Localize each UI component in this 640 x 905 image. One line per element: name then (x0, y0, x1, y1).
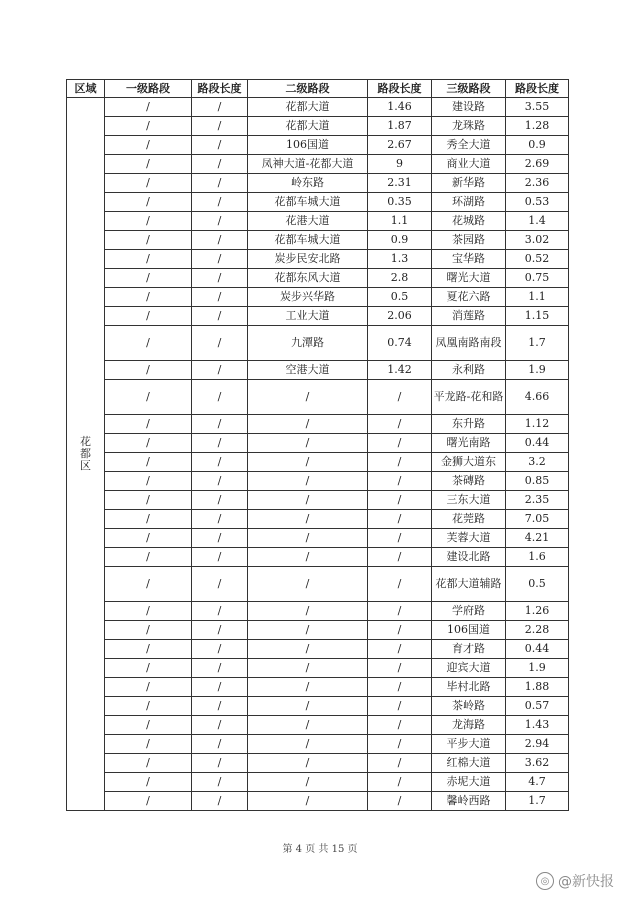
level3-length-cell: 3.55 (506, 98, 569, 117)
table-row (67, 773, 569, 792)
table-row (67, 212, 569, 231)
level2-road-cell: 花都车城大道 (248, 231, 368, 250)
level2-length-cell: / (368, 548, 432, 567)
level3-length-cell: 0.53 (506, 193, 569, 212)
table-row (67, 640, 569, 659)
table-row (67, 792, 569, 811)
level2-length-cell: 9 (368, 155, 432, 174)
level2-road-cell: 凤神大道-花都大道 (248, 155, 368, 174)
level3-road-cell: 平步大道 (432, 735, 506, 754)
level1-road-cell: / (105, 307, 192, 326)
level3-length-cell: 3.02 (506, 231, 569, 250)
table-row (67, 754, 569, 773)
level2-road-cell: 炭步民安北路 (248, 250, 368, 269)
watermark (536, 871, 614, 891)
level3-road-cell: 花都大道辅路 (432, 567, 506, 602)
level1-length-cell: / (192, 380, 248, 415)
table-row (67, 678, 569, 697)
level2-length-cell: / (368, 567, 432, 602)
table-row (67, 136, 569, 155)
level3-length-cell: 0.57 (506, 697, 569, 716)
level1-length-cell: / (192, 174, 248, 193)
table-row (67, 174, 569, 193)
table-row (67, 548, 569, 567)
level3-length-cell: 1.9 (506, 361, 569, 380)
level2-length-cell: 2.8 (368, 269, 432, 288)
level3-length-cell: 2.35 (506, 491, 569, 510)
header-level2: 二级路段 (248, 80, 368, 98)
level3-length-cell: 1.7 (506, 792, 569, 811)
level1-road-cell: / (105, 231, 192, 250)
level1-length-cell: / (192, 697, 248, 716)
level3-length-cell: 4.7 (506, 773, 569, 792)
level1-road-cell: / (105, 250, 192, 269)
level2-length-cell: 0.9 (368, 231, 432, 250)
level2-length-cell: 0.35 (368, 193, 432, 212)
level1-length-cell: / (192, 510, 248, 529)
level2-road-cell: / (248, 792, 368, 811)
level3-length-cell: 1.7 (506, 326, 569, 361)
level1-road-cell: / (105, 678, 192, 697)
level3-road-cell: 毕村北路 (432, 678, 506, 697)
level2-road-cell: 工业大道 (248, 307, 368, 326)
level3-length-cell: 1.4 (506, 212, 569, 231)
level1-length-cell: / (192, 491, 248, 510)
level1-length-cell: / (192, 212, 248, 231)
level2-length-cell: 1.3 (368, 250, 432, 269)
level2-road-cell: / (248, 434, 368, 453)
level2-road-cell: / (248, 773, 368, 792)
level3-road-cell: 永利路 (432, 361, 506, 380)
level3-length-cell: 3.62 (506, 754, 569, 773)
level3-length-cell: 2.28 (506, 621, 569, 640)
table-row (67, 529, 569, 548)
level1-length-cell: / (192, 678, 248, 697)
table-row (67, 472, 569, 491)
table-row (67, 567, 569, 602)
level2-road-cell: / (248, 529, 368, 548)
level2-road-cell: 花都车城大道 (248, 193, 368, 212)
level3-road-cell: 红棉大道 (432, 754, 506, 773)
level3-road-cell: 茶岭路 (432, 697, 506, 716)
level2-length-cell: / (368, 716, 432, 735)
table-body (67, 98, 569, 811)
level1-road-cell: / (105, 361, 192, 380)
level3-road-cell: 夏花六路 (432, 288, 506, 307)
level3-road-cell: 迎宾大道 (432, 659, 506, 678)
level3-length-cell: 1.12 (506, 415, 569, 434)
road-table (66, 79, 569, 811)
level3-length-cell: 1.6 (506, 548, 569, 567)
level3-road-cell: 金狮大道东 (432, 453, 506, 472)
level2-road-cell: / (248, 659, 368, 678)
level1-road-cell: / (105, 174, 192, 193)
level3-road-cell: 新华路 (432, 174, 506, 193)
level3-road-cell: 106国道 (432, 621, 506, 640)
level1-road-cell: / (105, 453, 192, 472)
level3-length-cell: 2.36 (506, 174, 569, 193)
level2-road-cell: / (248, 548, 368, 567)
level1-length-cell: / (192, 415, 248, 434)
table-row (67, 193, 569, 212)
region-char: 都 (80, 447, 91, 460)
level1-road-cell: / (105, 567, 192, 602)
level1-length-cell: / (192, 98, 248, 117)
table-row (67, 491, 569, 510)
level2-road-cell: / (248, 602, 368, 621)
level1-length-cell: / (192, 602, 248, 621)
level2-road-cell: / (248, 735, 368, 754)
level1-length-cell: / (192, 361, 248, 380)
level2-road-cell: 花都大道 (248, 117, 368, 136)
level1-length-cell: / (192, 434, 248, 453)
level3-length-cell: 0.5 (506, 567, 569, 602)
level2-length-cell: / (368, 380, 432, 415)
level3-road-cell: 茶园路 (432, 231, 506, 250)
level2-length-cell: / (368, 621, 432, 640)
level2-road-cell: / (248, 678, 368, 697)
header-level1: 一级路段 (105, 80, 192, 98)
level3-road-cell: 消莲路 (432, 307, 506, 326)
level2-road-cell: 九潭路 (248, 326, 368, 361)
level3-road-cell: 花莞路 (432, 510, 506, 529)
level2-road-cell: 106国道 (248, 136, 368, 155)
level2-road-cell: / (248, 754, 368, 773)
level2-road-cell: / (248, 716, 368, 735)
level1-road-cell: / (105, 269, 192, 288)
level1-length-cell: / (192, 453, 248, 472)
level1-road-cell: / (105, 472, 192, 491)
level2-road-cell: / (248, 415, 368, 434)
level3-road-cell: 平龙路-花和路 (432, 380, 506, 415)
level2-road-cell: / (248, 472, 368, 491)
level2-length-cell: / (368, 529, 432, 548)
region-char: 区 (80, 459, 91, 472)
table-row (67, 361, 569, 380)
level3-length-cell: 1.26 (506, 602, 569, 621)
level2-length-cell: / (368, 640, 432, 659)
level2-length-cell: / (368, 453, 432, 472)
level3-length-cell: 2.94 (506, 735, 569, 754)
level3-road-cell: 芙蓉大道 (432, 529, 506, 548)
level2-length-cell: / (368, 602, 432, 621)
level2-road-cell: 炭步兴华路 (248, 288, 368, 307)
level1-length-cell: / (192, 754, 248, 773)
level3-length-cell: 4.21 (506, 529, 569, 548)
level3-road-cell: 曙光大道 (432, 269, 506, 288)
level2-road-cell: 岭东路 (248, 174, 368, 193)
level1-length-cell: / (192, 472, 248, 491)
header-level3: 三级路段 (432, 80, 506, 98)
header-region: 区域 (67, 80, 105, 98)
level2-length-cell: / (368, 754, 432, 773)
level1-road-cell: / (105, 548, 192, 567)
header-length1: 路段长度 (192, 80, 248, 98)
table-row (67, 453, 569, 472)
region-cell (67, 98, 105, 811)
level1-road-cell: / (105, 735, 192, 754)
level1-road-cell: / (105, 716, 192, 735)
level3-length-cell: 0.44 (506, 640, 569, 659)
level1-road-cell: / (105, 98, 192, 117)
region-char: 花 (80, 435, 91, 448)
level1-length-cell: / (192, 117, 248, 136)
level2-length-cell: / (368, 472, 432, 491)
level2-length-cell: 1.1 (368, 212, 432, 231)
table-row (67, 415, 569, 434)
table-row (67, 231, 569, 250)
level3-road-cell: 茶磚路 (432, 472, 506, 491)
level1-road-cell: / (105, 792, 192, 811)
level2-road-cell: / (248, 380, 368, 415)
level3-road-cell: 馨岭西路 (432, 792, 506, 811)
level2-length-cell: 2.31 (368, 174, 432, 193)
table-row (67, 98, 569, 117)
level2-road-cell: / (248, 621, 368, 640)
level3-length-cell: 2.69 (506, 155, 569, 174)
level3-road-cell: 凤凰南路南段 (432, 326, 506, 361)
level3-road-cell: 学府路 (432, 602, 506, 621)
level3-road-cell: 育才路 (432, 640, 506, 659)
level2-road-cell: 花都东风大道 (248, 269, 368, 288)
table-row (67, 621, 569, 640)
level1-road-cell: / (105, 136, 192, 155)
level2-road-cell: / (248, 510, 368, 529)
level3-road-cell: 环湖路 (432, 193, 506, 212)
level1-road-cell: / (105, 155, 192, 174)
level1-length-cell: / (192, 548, 248, 567)
table-row (67, 380, 569, 415)
level3-length-cell: 0.9 (506, 136, 569, 155)
level1-road-cell: / (105, 754, 192, 773)
table-row (67, 434, 569, 453)
level1-road-cell: / (105, 621, 192, 640)
level2-length-cell: 0.5 (368, 288, 432, 307)
level3-road-cell: 赤坭大道 (432, 773, 506, 792)
level1-length-cell: / (192, 621, 248, 640)
level1-length-cell: / (192, 716, 248, 735)
level2-length-cell: 1.46 (368, 98, 432, 117)
level3-road-cell: 建设路 (432, 98, 506, 117)
page-footer: 第 4 页 共 15 页 (282, 844, 358, 855)
level1-length-cell: / (192, 773, 248, 792)
level3-road-cell: 曙光南路 (432, 434, 506, 453)
level2-length-cell: 1.87 (368, 117, 432, 136)
level2-length-cell: / (368, 735, 432, 754)
level2-length-cell: / (368, 773, 432, 792)
table-row (67, 250, 569, 269)
table-row (67, 326, 569, 361)
level3-road-cell: 建设北路 (432, 548, 506, 567)
level3-length-cell: 1.9 (506, 659, 569, 678)
level3-road-cell: 东升路 (432, 415, 506, 434)
table-row (67, 735, 569, 754)
level2-length-cell: / (368, 491, 432, 510)
level2-road-cell: / (248, 567, 368, 602)
level1-length-cell: / (192, 735, 248, 754)
level3-length-cell: 4.66 (506, 380, 569, 415)
level2-length-cell: / (368, 792, 432, 811)
table-row (67, 510, 569, 529)
level3-road-cell: 花城路 (432, 212, 506, 231)
level1-road-cell: / (105, 326, 192, 361)
level1-road-cell: / (105, 640, 192, 659)
watermark-logo-icon: ◎ (536, 872, 554, 890)
table-header-row (67, 80, 569, 98)
table-row (67, 117, 569, 136)
level1-road-cell: / (105, 415, 192, 434)
level1-length-cell: / (192, 307, 248, 326)
level1-road-cell: / (105, 602, 192, 621)
level1-length-cell: / (192, 529, 248, 548)
level2-road-cell: 空港大道 (248, 361, 368, 380)
level2-length-cell: / (368, 697, 432, 716)
level1-length-cell: / (192, 155, 248, 174)
level3-length-cell: 1.15 (506, 307, 569, 326)
level1-length-cell: / (192, 640, 248, 659)
level2-road-cell: / (248, 491, 368, 510)
level2-length-cell: / (368, 415, 432, 434)
level1-length-cell: / (192, 136, 248, 155)
level1-road-cell: / (105, 529, 192, 548)
level3-road-cell: 宝华路 (432, 250, 506, 269)
level1-length-cell: / (192, 250, 248, 269)
level1-road-cell: / (105, 117, 192, 136)
table-row (67, 716, 569, 735)
level2-road-cell: 花都大道 (248, 98, 368, 117)
level2-road-cell: / (248, 640, 368, 659)
watermark-text: @新快报 (558, 874, 614, 890)
level3-length-cell: 1.1 (506, 288, 569, 307)
level1-road-cell: / (105, 193, 192, 212)
level3-road-cell: 龙珠路 (432, 117, 506, 136)
level1-length-cell: / (192, 792, 248, 811)
table-row (67, 269, 569, 288)
level2-road-cell: 花港大道 (248, 212, 368, 231)
level2-length-cell: / (368, 659, 432, 678)
level3-road-cell: 秀全大道 (432, 136, 506, 155)
table-row (67, 602, 569, 621)
level3-length-cell: 7.05 (506, 510, 569, 529)
level1-road-cell: / (105, 697, 192, 716)
table-row (67, 155, 569, 174)
level3-length-cell: 1.43 (506, 716, 569, 735)
level2-length-cell: 0.74 (368, 326, 432, 361)
level1-road-cell: / (105, 773, 192, 792)
level3-road-cell: 三东大道 (432, 491, 506, 510)
level3-length-cell: 0.85 (506, 472, 569, 491)
level1-road-cell: / (105, 491, 192, 510)
level1-road-cell: / (105, 434, 192, 453)
level2-length-cell: / (368, 510, 432, 529)
table-row (67, 307, 569, 326)
table-row (67, 659, 569, 678)
level3-length-cell: 3.2 (506, 453, 569, 472)
level3-length-cell: 0.52 (506, 250, 569, 269)
header-length2: 路段长度 (368, 80, 432, 98)
level1-road-cell: / (105, 659, 192, 678)
level1-length-cell: / (192, 326, 248, 361)
header-length3: 路段长度 (506, 80, 569, 98)
level1-length-cell: / (192, 659, 248, 678)
level1-road-cell: / (105, 510, 192, 529)
table-row (67, 697, 569, 716)
level1-length-cell: / (192, 193, 248, 212)
level1-length-cell: / (192, 231, 248, 250)
level2-length-cell: 2.06 (368, 307, 432, 326)
level3-road-cell: 商业大道 (432, 155, 506, 174)
level2-length-cell: 1.42 (368, 361, 432, 380)
level1-road-cell: / (105, 380, 192, 415)
table-row (67, 288, 569, 307)
level3-road-cell: 龙海路 (432, 716, 506, 735)
level2-length-cell: / (368, 678, 432, 697)
level2-road-cell: / (248, 697, 368, 716)
level3-length-cell: 1.88 (506, 678, 569, 697)
level3-length-cell: 1.28 (506, 117, 569, 136)
level2-length-cell: 2.67 (368, 136, 432, 155)
level1-length-cell: / (192, 269, 248, 288)
level1-length-cell: / (192, 567, 248, 602)
level3-length-cell: 0.75 (506, 269, 569, 288)
level1-road-cell: / (105, 212, 192, 231)
level1-road-cell: / (105, 288, 192, 307)
level2-road-cell: / (248, 453, 368, 472)
level2-length-cell: / (368, 434, 432, 453)
level3-length-cell: 0.44 (506, 434, 569, 453)
level1-length-cell: / (192, 288, 248, 307)
